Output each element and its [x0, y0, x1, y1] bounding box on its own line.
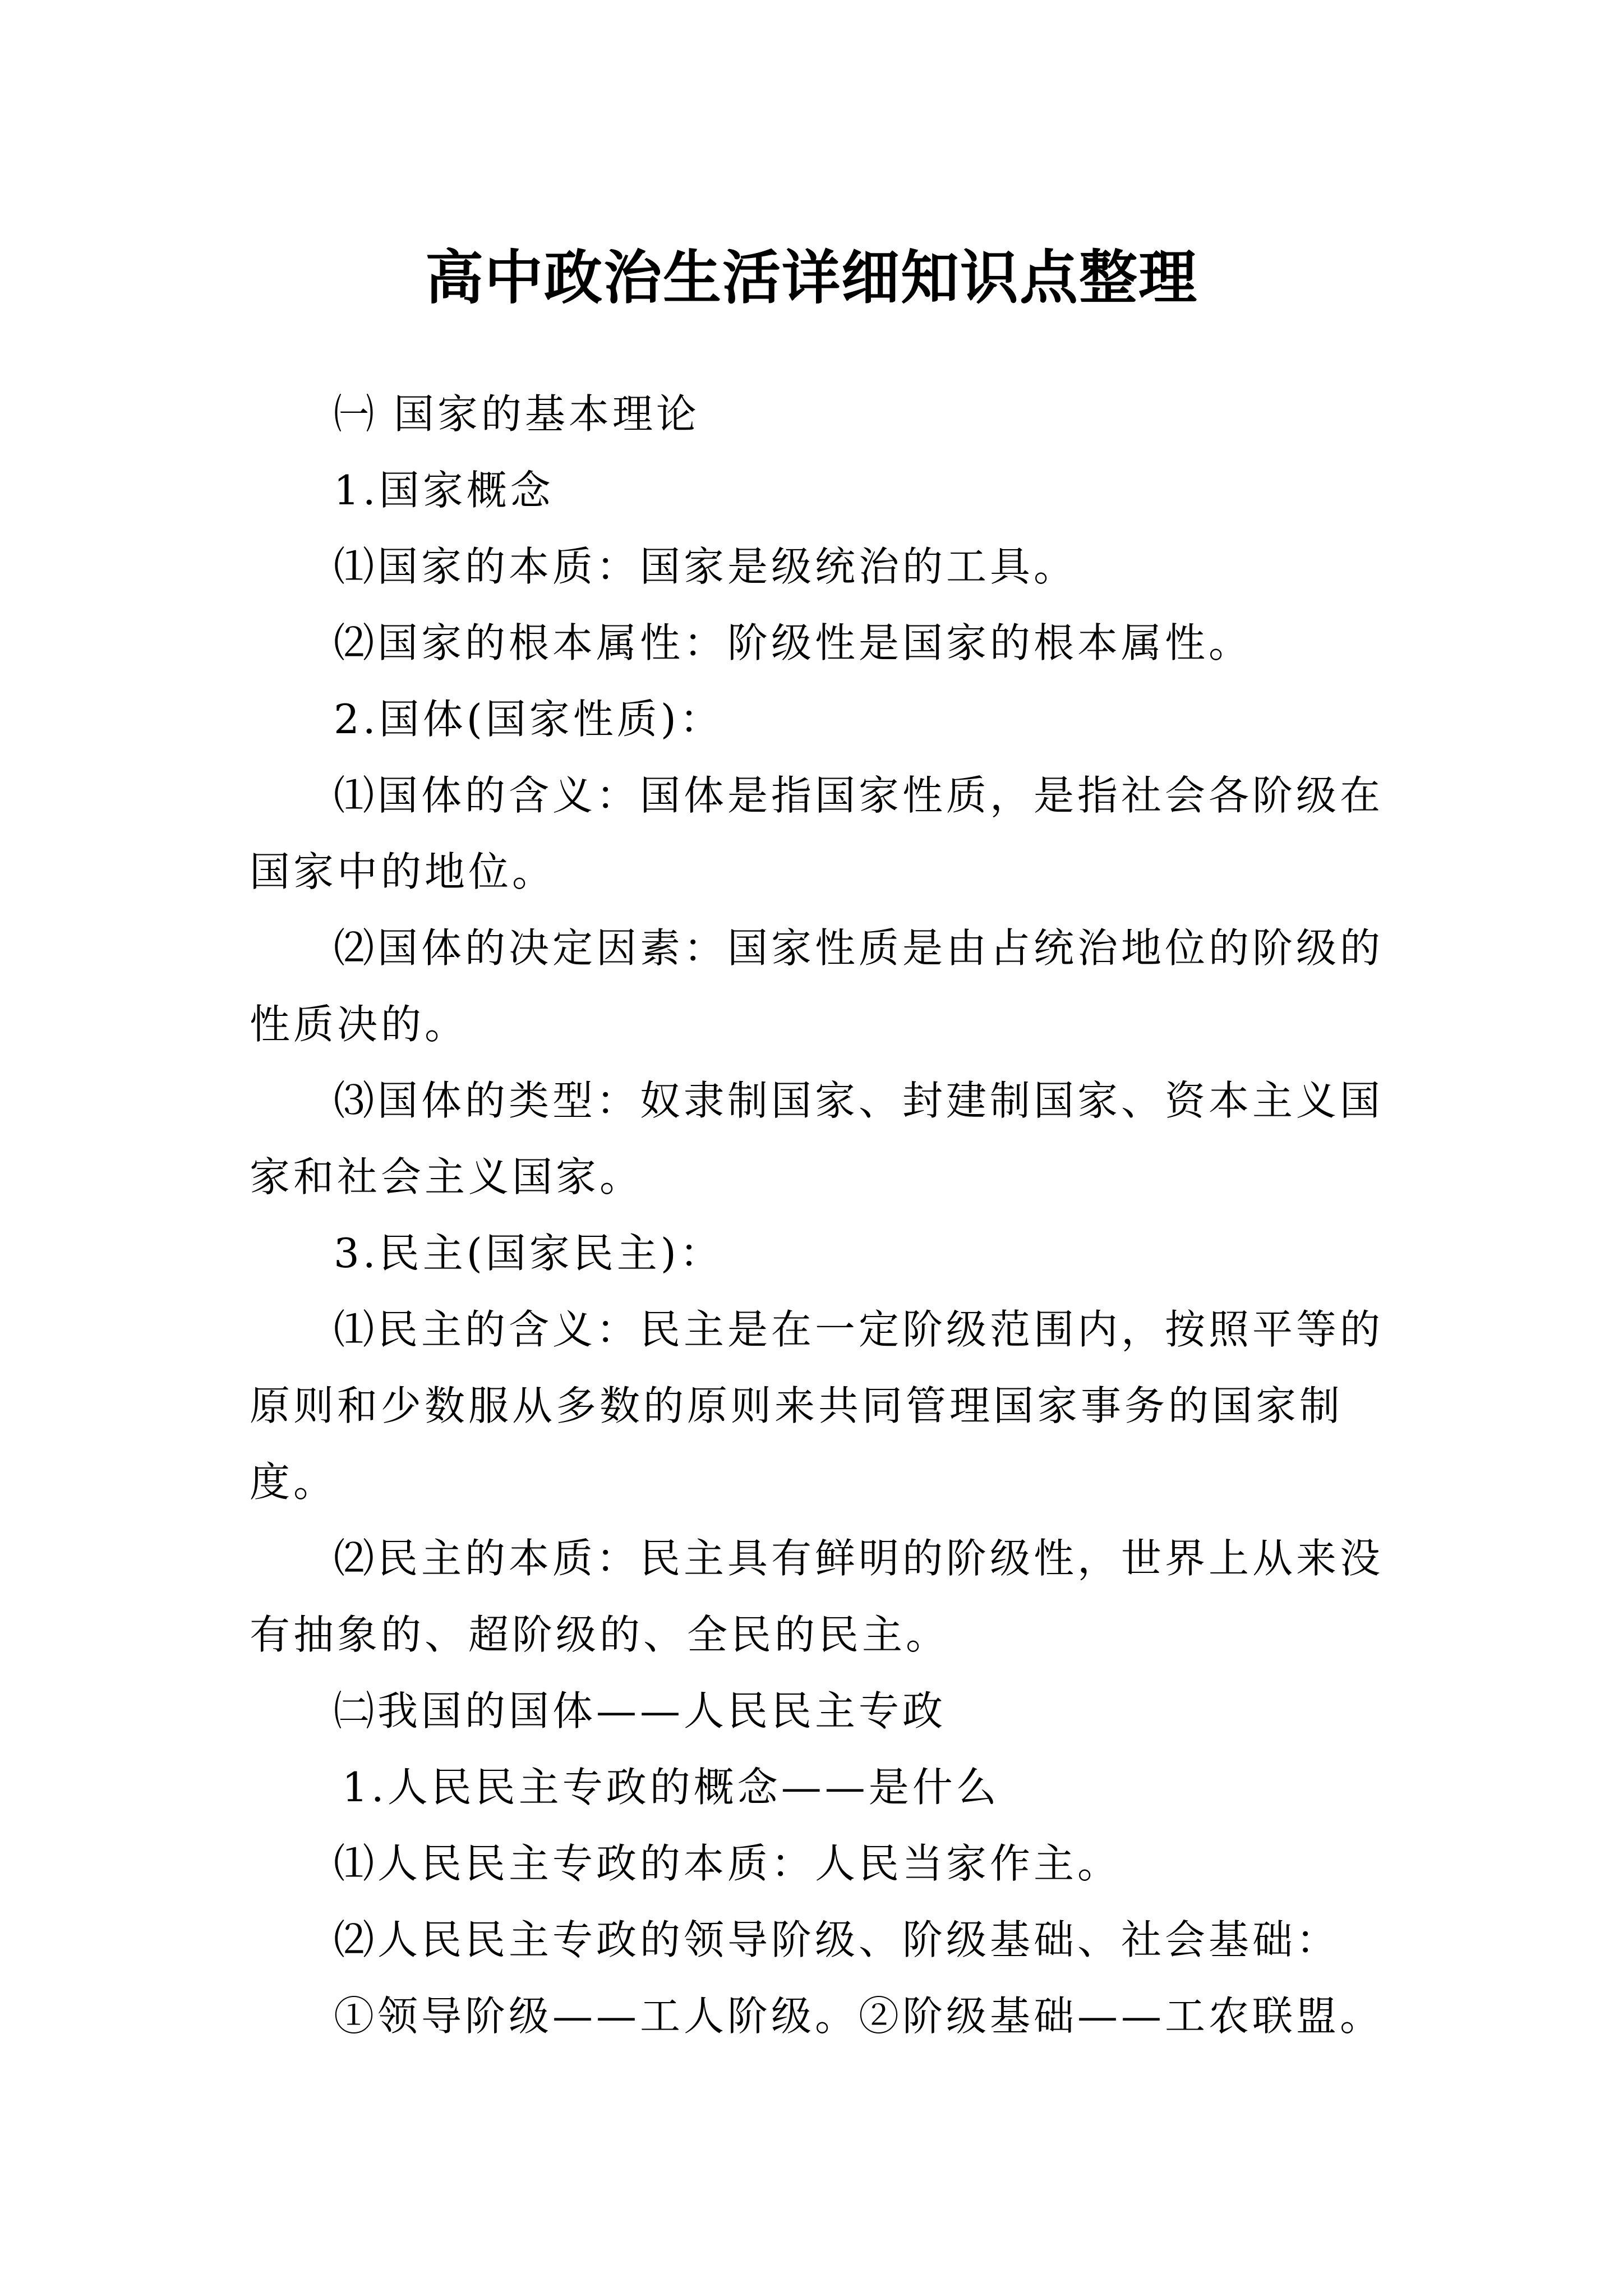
section-heading-1: ㈠ 国家的基本理论 [334, 390, 700, 438]
subheading-democracy: 3.民主(国家民主)： [334, 1230, 723, 1277]
paragraph: ⑵国家的根本属性：阶级性是国家的根本属性。 [334, 619, 1253, 666]
subheading-dictatorship-concept: 1.人民民主专政的概念——是什么 [342, 1764, 1000, 1811]
paragraph: ⑵国体的决定因素：国家性质是由占统治地位的阶级的性质决的。 [250, 924, 1384, 1048]
subheading-state-nature: 2.国体(国家性质)： [334, 696, 723, 743]
document-body [250, 376, 1394, 2054]
paragraph: ⑴民主的含义：民主是在一定阶级范围内，按照平等的原则和少数服从多数的原则来共同管理国家事务的国家制度。 [250, 1306, 1384, 1506]
document-title: 高中政治生活详细知识点整理 [425, 242, 1198, 312]
paragraph: ⑵民主的本质：民主具有鲜明的阶级性，世界上从来没有抽象的、超阶级的、全民的民主。 [250, 1535, 1384, 1658]
paragraph: ①领导阶级——工人阶级。②阶级基础——工农联盟。 [334, 1993, 1384, 2040]
paragraph: ⑴国家的本质：国家是级统治的工具。 [334, 543, 1078, 590]
paragraph: ⑶国体的类型：奴隶制国家、封建制国家、资本主义国家和社会主义国家。 [250, 1077, 1384, 1200]
section-heading-2: ㈡我国的国体——人民民主专政 [334, 1687, 947, 1734]
subheading-state-concept: 1.国家概念 [334, 467, 554, 514]
paragraph: ⑴人民民主专政的本质：人民当家作主。 [334, 1840, 1122, 1887]
paragraph: ⑴国体的含义：国体是指国家性质，是指社会各阶级在国家中的地位。 [250, 772, 1384, 895]
paragraph: ⑵人民民主专政的领导阶级、阶级基础、社会基础： [334, 1916, 1340, 1963]
